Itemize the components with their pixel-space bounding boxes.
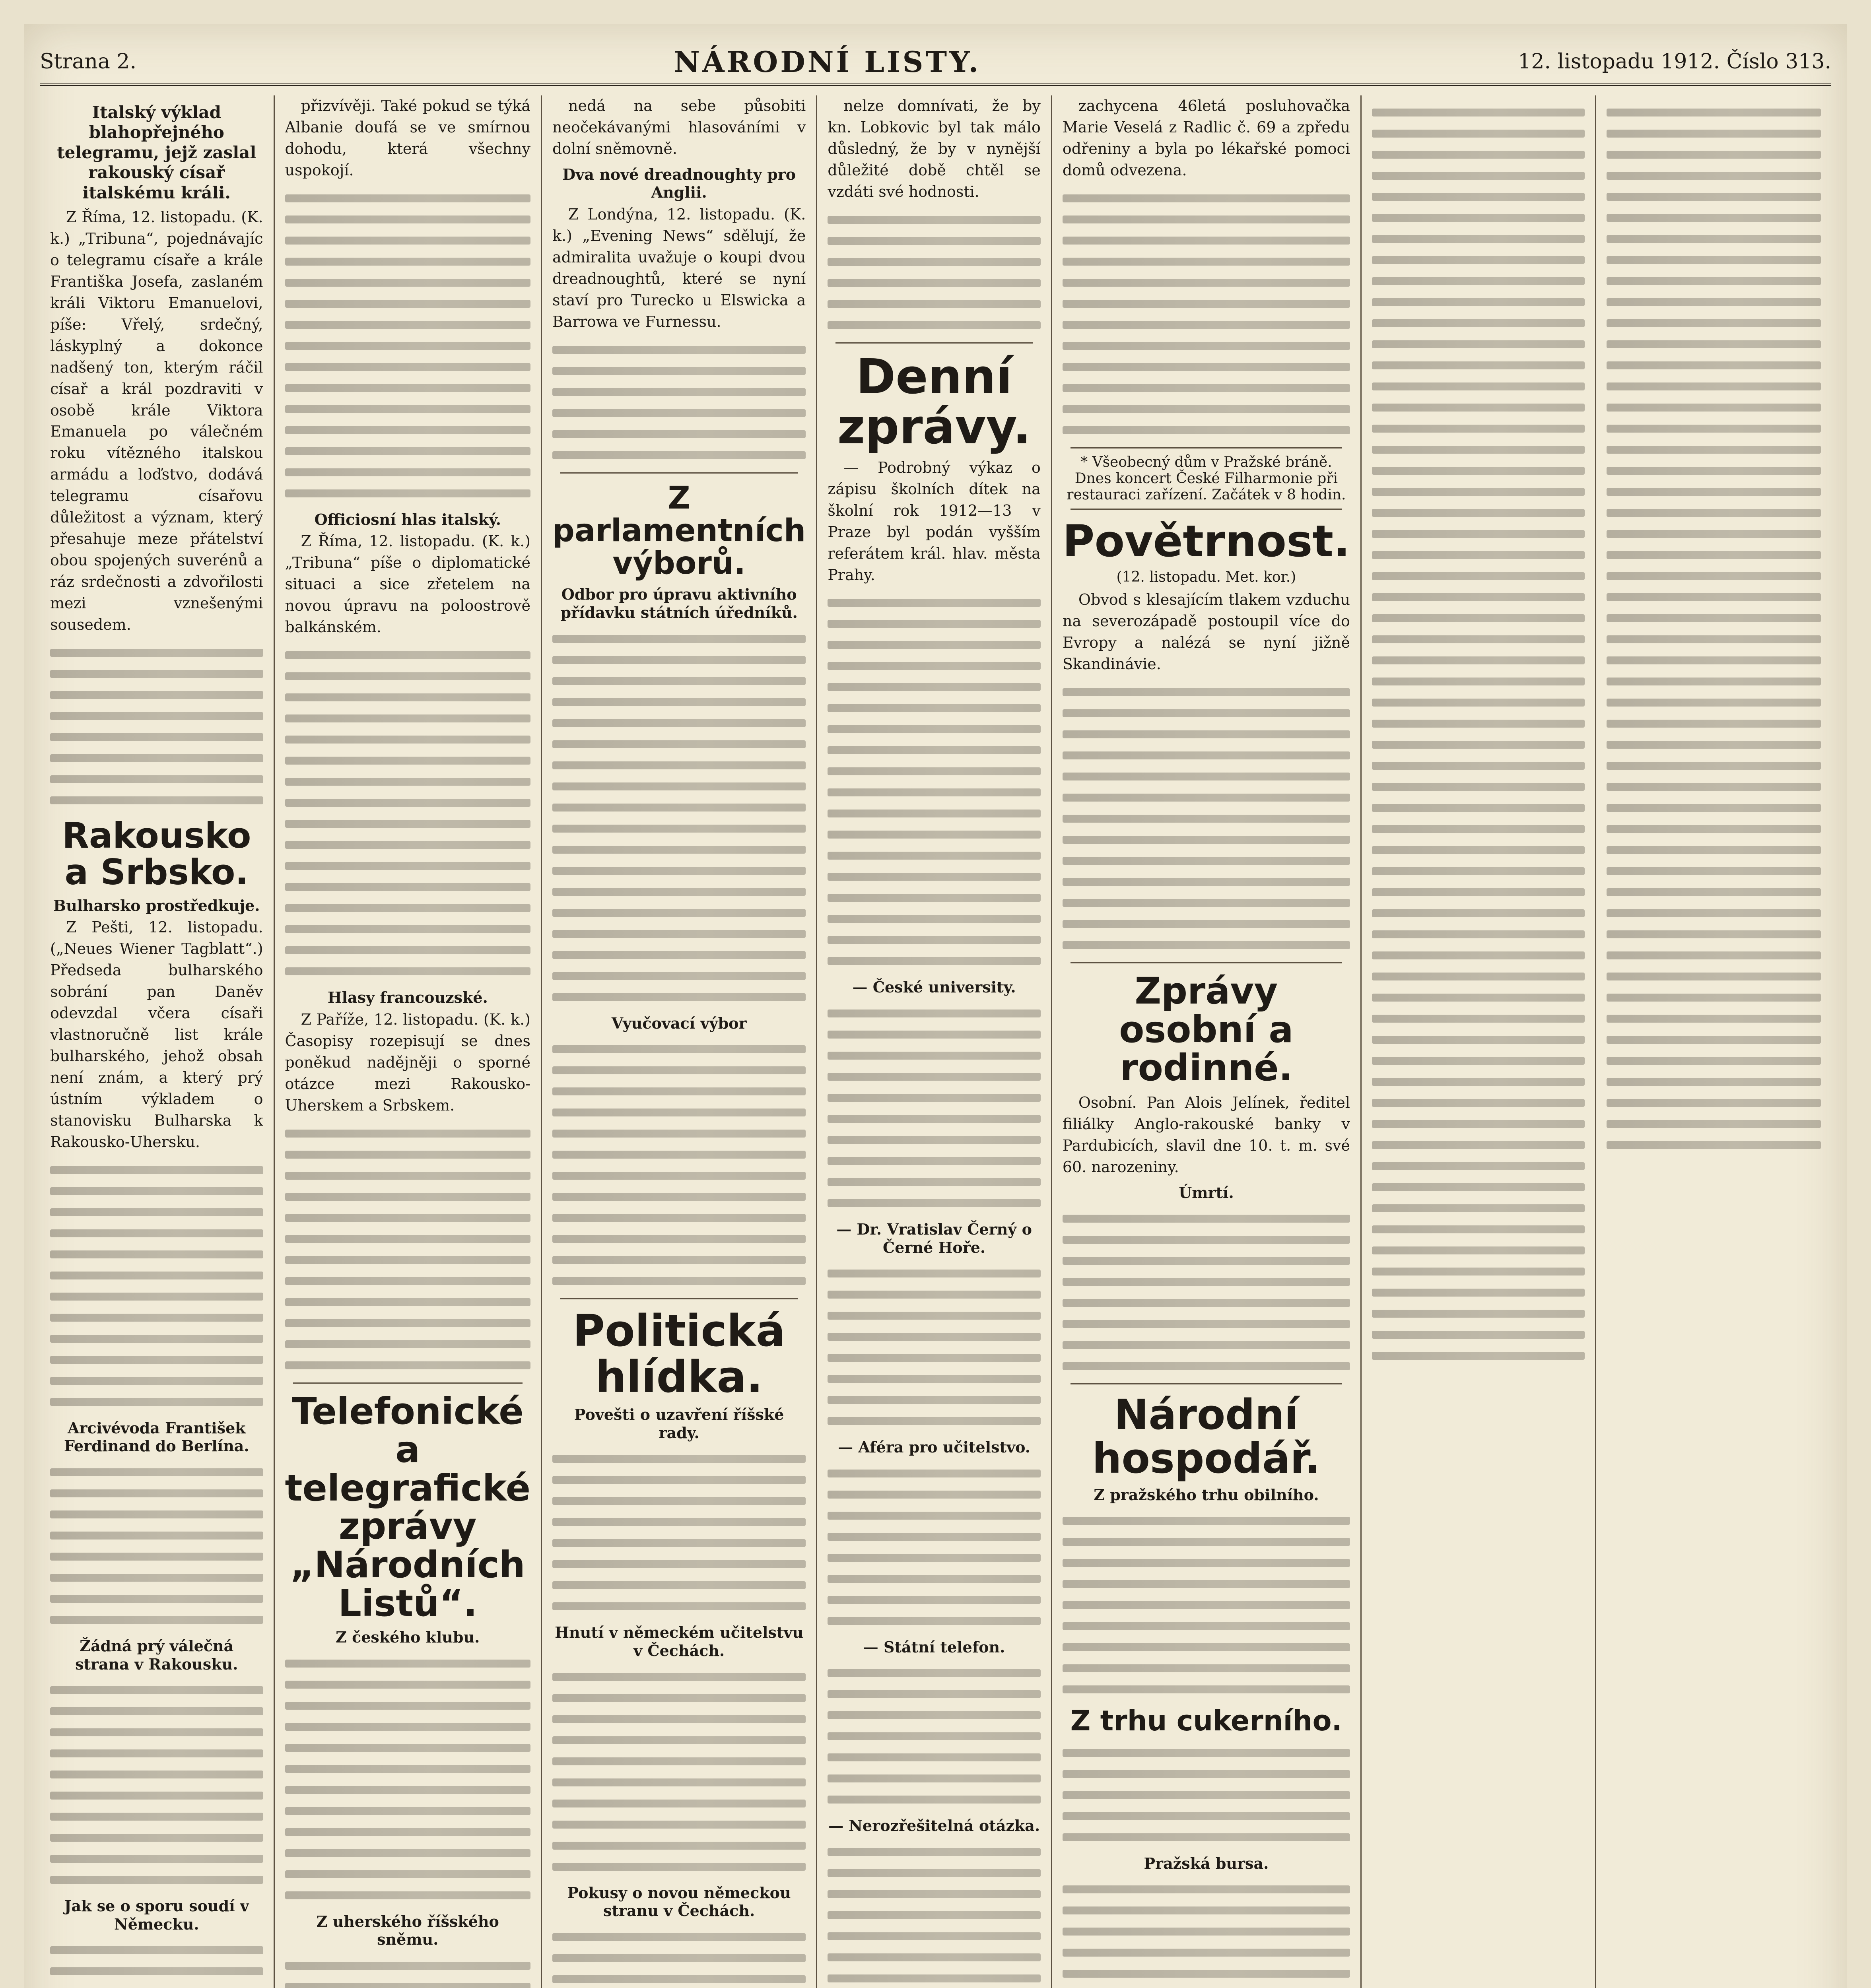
column-1 (40, 95, 275, 1988)
newspaper-title: NÁRODNÍ LISTY. (674, 45, 981, 79)
article-subheading: — Nerozřešitelná otázka. (828, 1817, 1040, 1835)
article-subheading: — Dr. Vratislav Černý o Černé Hoře. (836, 1220, 1032, 1256)
article-subheading: Bulharsko prostředkuje. (53, 896, 260, 914)
newspaper-page (24, 24, 1847, 1988)
article-headline: Italský výklad blahopřejného telegramu, jejž zaslal rakouský císař italskému králi. (57, 103, 256, 202)
article-subheading: Hnutí v německém učitelstvu v Čechách. (555, 1623, 804, 1660)
article-subheading: Vyučovací výbor (611, 1014, 747, 1032)
article-paragraph: Z Paříže, 12. listopadu. (K. k.) Časopisy rozepisují se dnes poněkud nadějněji o sporné otázce mezi Rakousko-Uherskem a Srbskem. (285, 1010, 530, 1114)
article-paragraph: Z Říma, 12. listopadu. (K. k.) „Tribuna“, pojednávajíc o telegramu císaře a krále Františka Josefa, zaslaném králi Viktoru Emanuelovi, píše: Vřelý, srdečný, láskyplný a dokonce nadšený ton, kterým ráčil císař a král pozdraviti v osobě krále Viktora Emanuela po válečném roku vítězného italskou armádu a loďstvo, dodává telegramu císařovu důležitost a význam, který přesahuje meze přátelství obou spojených suverénů a ráz srdečnosti a zdvořilosti mezi vznešenými sousedem. (50, 208, 263, 634)
section-heading: Z parlamentních výborů. (552, 480, 806, 581)
dateline: (12. listopadu. Met. kor.) (1116, 569, 1296, 586)
article-subheading: Odbor pro úpravu aktivního přídavku státních úředníků. (560, 585, 798, 622)
article-paragraph: Z Londýna, 12. listopadu. (K. k.) „Evening News“ sdělují, že admiralita uvažuje o koupi dvou dreadnoughtů, které se nyní staví pro Turecko u Elswicka a Barrowa ve Furnessu. (552, 206, 806, 330)
article-paragraph: nedá na sebe působiti neočekávanými hlasováními v dolní sněmovně. (552, 97, 806, 157)
article-subheading: Pokusy o novou německou stranu v Čechách. (567, 1883, 791, 1920)
column-7 (1596, 95, 1831, 1988)
columns (40, 95, 1831, 1988)
column-3 (542, 95, 817, 1988)
article-subheading: Z českého klubu. (336, 1628, 480, 1646)
article-paragraph: zachycena 46letá posluhovačka Marie Veselá z Radlic č. 69 a zpředu odřeniny a byla po lékařské pomoci domů odvezena. (1062, 97, 1350, 179)
notice: * Všeobecný dům v Pražské bráně. Dnes koncert České Filharmonie při restauraci zařízení. Začátek v 8 hodin. (1067, 454, 1346, 503)
article-paragraph: — Podrobný výkaz o zápisu školních dítek na školní rok 1912—13 v Praze byl podán vyšším referátem král. hlav. města Prahy. (828, 458, 1041, 584)
section-heading: Denní zprávy. (837, 349, 1031, 455)
article-subheading: Povešti o uzavření říšské rady. (574, 1406, 784, 1442)
page-number: Strana 2. (40, 50, 137, 74)
article-paragraph: přizvívěji. Také pokud se týká Albanie doufá se ve smírnou dohodu, která všechny uspokojí. (285, 97, 530, 179)
section-heading: Telefonické a telegrafické zprávy „Národních Listů“. (285, 1390, 530, 1625)
article-subheading: Pražská bursa. (1144, 1854, 1269, 1872)
article-subheading: Officiosní hlas italský. (314, 510, 501, 528)
article-subheading: Arcivévoda František Ferdinand do Berlína. (64, 1419, 249, 1455)
article-subheading: Z pražského trhu obilního. (1094, 1485, 1319, 1504)
article-paragraph: nelze domnívati, že by kn. Lobkovic byl tak málo důsledný, že by v nynější důležité době chtěl se vzdáti své hodnosti. (828, 97, 1041, 200)
article-subheading: — České university. (852, 978, 1016, 996)
section-heading: Zprávy osobní a rodinné. (1119, 970, 1294, 1089)
article-paragraph: Z Říma, 12. listopadu. (K. k.) „Tribuna“ píše o diplomatické situaci a sice zřetelem na novou úpravu na poloostrově balkánském. (285, 532, 530, 636)
column-2 (275, 95, 542, 1988)
article-subheading: Dva nové dreadnoughty pro Anglii. (562, 165, 796, 202)
masthead (40, 40, 1831, 86)
section-heading: Rakousko a Srbsko. (62, 815, 251, 893)
article-subheading: Hlasy francouzské. (327, 988, 488, 1007)
article-subheading: Žádná prý válečná strana v Rakousku. (75, 1637, 238, 1673)
article-subheading: — Aféra pro učitelstvo. (838, 1438, 1031, 1456)
column-4 (817, 95, 1052, 1988)
section-heading: Povětrnost. (1062, 515, 1350, 567)
article-subheading: Úmrtí. (1179, 1183, 1234, 1202)
section-heading: Z trhu cukerního. (1070, 1705, 1343, 1738)
issue-date: 12. listopadu 1912. Číslo 313. (1518, 50, 1831, 74)
column-5 (1052, 95, 1362, 1988)
section-heading: Politická hlídka. (573, 1305, 785, 1402)
column-6 (1362, 95, 1597, 1988)
article-subheading: Z uherského říšského sněmu. (316, 1912, 499, 1949)
article-paragraph: Z Pešti, 12. listopadu. („Neues Wiener Tagblatt“.) Předseda bulharského sobrání pan Daněv odevzdal včera císaři vlastnoručně list krále bulharského, jehož obsah není znám, a který prý ústním výkladem o stanovisku Bulharska k Rakousko-Uhersku. (50, 918, 263, 1151)
article-paragraph: Osobní. Pan Alois Jelínek, ředitel filiálky Anglo-rakouské banky v Pardubicích, slavil dne 10. t. m. své 60. narozeniny. (1062, 1093, 1350, 1176)
article-subheading: — Státní telefon. (863, 1638, 1005, 1656)
article-subheading: Jak se o sporu soudí v Německu. (64, 1897, 249, 1933)
section-heading: Národní hospodář. (1092, 1390, 1321, 1483)
article-paragraph: Obvod s klesajícím tlakem vzduchu na severozápadě postoupil více do Evropy a nalézá se nyní jižně Skandinávie. (1062, 591, 1350, 673)
